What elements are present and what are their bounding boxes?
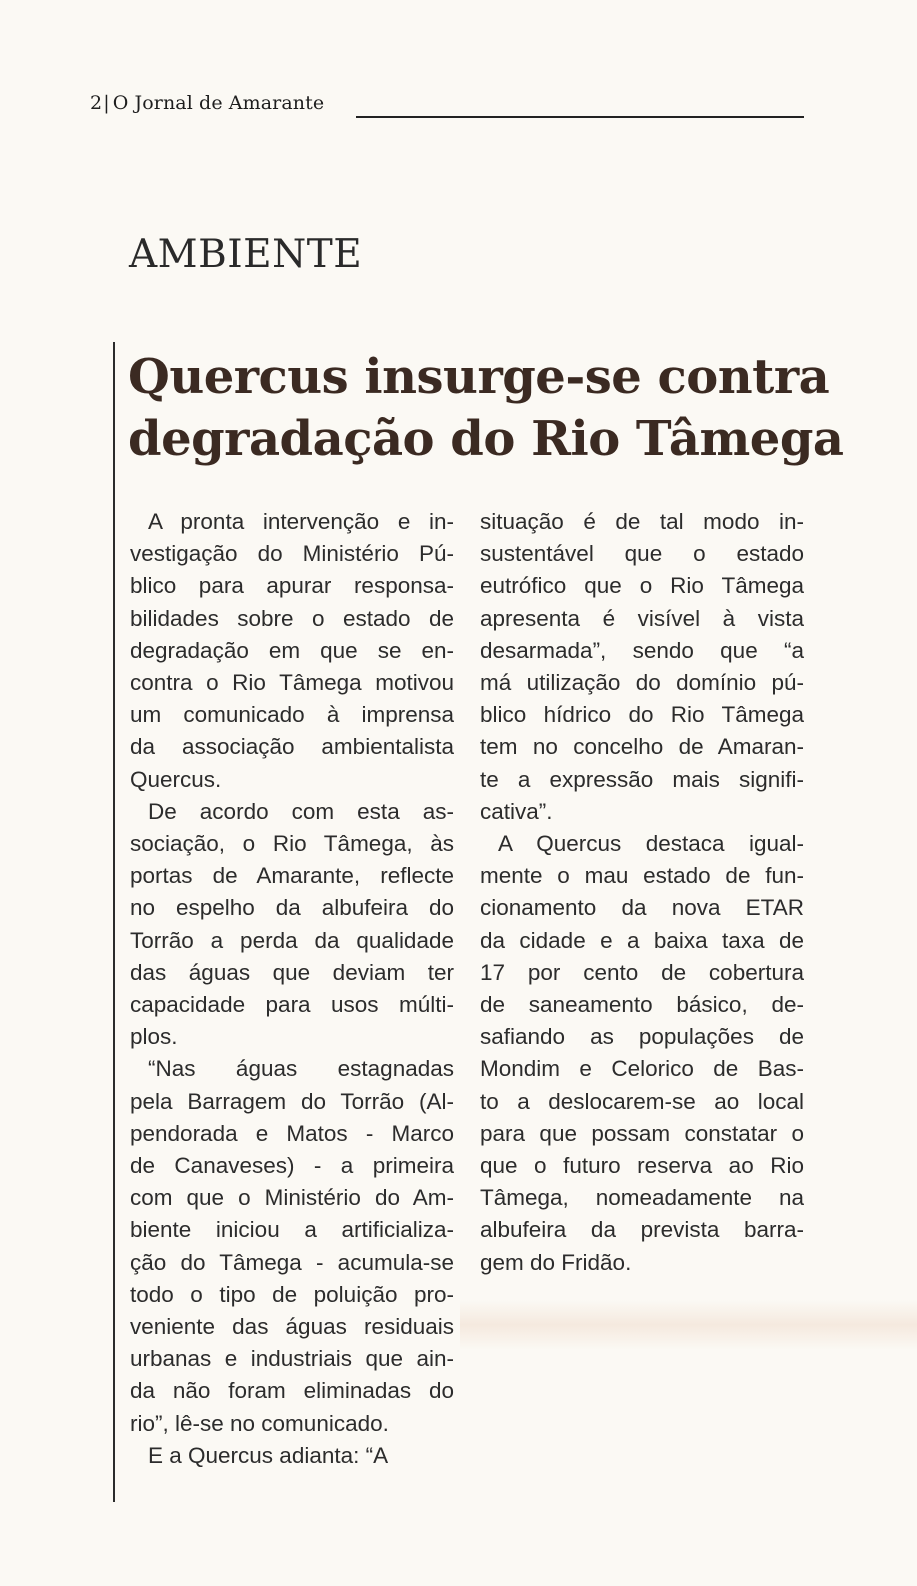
- article-line: contra o Rio Tâmega motivou: [130, 670, 454, 696]
- article-line: 17 por cento de cobertura: [480, 959, 804, 985]
- article-line: da associação ambientalista: [130, 734, 454, 760]
- article-line: tem no concelho de Amaran-: [480, 734, 804, 760]
- article-line: desarmada”, sendo que “a: [480, 637, 804, 663]
- article-line: “Nas águas estagnadas: [148, 1056, 454, 1082]
- article-headline: [128, 346, 844, 470]
- article-line: bilidades sobre o estado de: [130, 605, 454, 631]
- article-line: vestigação do Ministério Pú-: [130, 541, 454, 567]
- article-line: ção do Tâmega - acumula-se: [130, 1249, 454, 1275]
- article-line: urbanas e industriais que ain-: [130, 1346, 454, 1372]
- article-line: te a expressão mais signifi-: [480, 766, 804, 792]
- article-line: De acordo com esta as-: [148, 798, 454, 824]
- article-line: da cidade e a baixa taxa de: [480, 927, 804, 953]
- page-number: 2: [90, 92, 103, 114]
- article-line: Torrão a perda da qualidade: [130, 927, 454, 953]
- article-line: apresenta é visível à vista: [480, 605, 804, 631]
- article-line: Mondim e Celorico de Bas-: [480, 1056, 804, 1082]
- article-line: eutrófico que o Rio Tâmega: [480, 573, 804, 599]
- publication-name: O Jornal de Amarante: [112, 92, 325, 114]
- article-column-left: [130, 506, 454, 1472]
- article-line: de saneamento básico, de-: [480, 992, 804, 1018]
- article-line: um comunicado à imprensa: [130, 702, 454, 728]
- headline-line-2: degradação do Rio Tâmega: [128, 411, 844, 467]
- article-line: A pronta intervenção e in-: [148, 509, 454, 534]
- header-rule: [356, 116, 804, 118]
- article-line: portas de Amarante, reflecte: [130, 863, 454, 889]
- page-header: [90, 92, 324, 114]
- article-line: to a deslocarem-se ao local: [480, 1088, 804, 1114]
- article-line: E a Quercus adianta: “A: [148, 1442, 389, 1468]
- article-line: situação é de tal modo in-: [480, 509, 804, 534]
- column-rule: [113, 342, 115, 1502]
- header-separator: |: [103, 92, 110, 114]
- article-line: pendorada e Matos - Marco: [130, 1120, 454, 1146]
- article-line: albufeira da prevista barra-: [480, 1217, 804, 1243]
- article-line: sociação, o Rio Tâmega, às: [130, 831, 454, 857]
- article-line: blico hídrico do Rio Tâmega: [480, 702, 804, 728]
- article-line: má utilização do domínio pú-: [480, 670, 804, 696]
- article-column-right: [480, 506, 804, 1279]
- section-title: AMBIENTE: [129, 232, 363, 277]
- article-line: gem do Fridão.: [480, 1249, 632, 1275]
- article-line: sustentável que o estado: [480, 541, 804, 567]
- article-line: rio”, lê-se no comunicado.: [130, 1410, 389, 1436]
- article-line: capacidade para usos múlti-: [130, 992, 454, 1018]
- headline-line-1: Quercus insurge-se contra: [128, 349, 830, 405]
- article-line: Tâmega, nomeadamente na: [480, 1185, 804, 1211]
- article-line: que o futuro reserva ao Rio: [480, 1153, 804, 1179]
- article-line: biente iniciou a artificializa-: [130, 1217, 454, 1243]
- article-line: todo o tipo de poluição pro-: [130, 1281, 454, 1307]
- article-line: de Canaveses) - a primeira: [130, 1153, 454, 1179]
- article-line: para que possam constatar o: [480, 1120, 804, 1146]
- article-line: plos.: [130, 1024, 178, 1050]
- article-line: cionamento da nova ETAR: [480, 895, 804, 921]
- paper-stain: [460, 1300, 917, 1350]
- article-line: cativa”.: [480, 798, 553, 824]
- article-line: no espelho da albufeira do: [130, 895, 454, 921]
- article-line: com que o Ministério do Am-: [130, 1185, 454, 1211]
- article-line: da não foram eliminadas do: [130, 1378, 454, 1404]
- article-line: blico para apurar responsa-: [130, 573, 454, 599]
- article-line: safiando as populações de: [480, 1024, 804, 1050]
- article-line: pela Barragem do Torrão (Al-: [130, 1088, 454, 1114]
- article-line: degradação em que se en-: [130, 637, 454, 663]
- article-line: veniente das águas residuais: [130, 1314, 454, 1340]
- article-line: A Quercus destaca igual-: [498, 831, 804, 857]
- article-line: Quercus.: [130, 766, 222, 792]
- article-line: mente o mau estado de fun-: [480, 863, 804, 889]
- article-line: das águas que deviam ter: [130, 959, 454, 985]
